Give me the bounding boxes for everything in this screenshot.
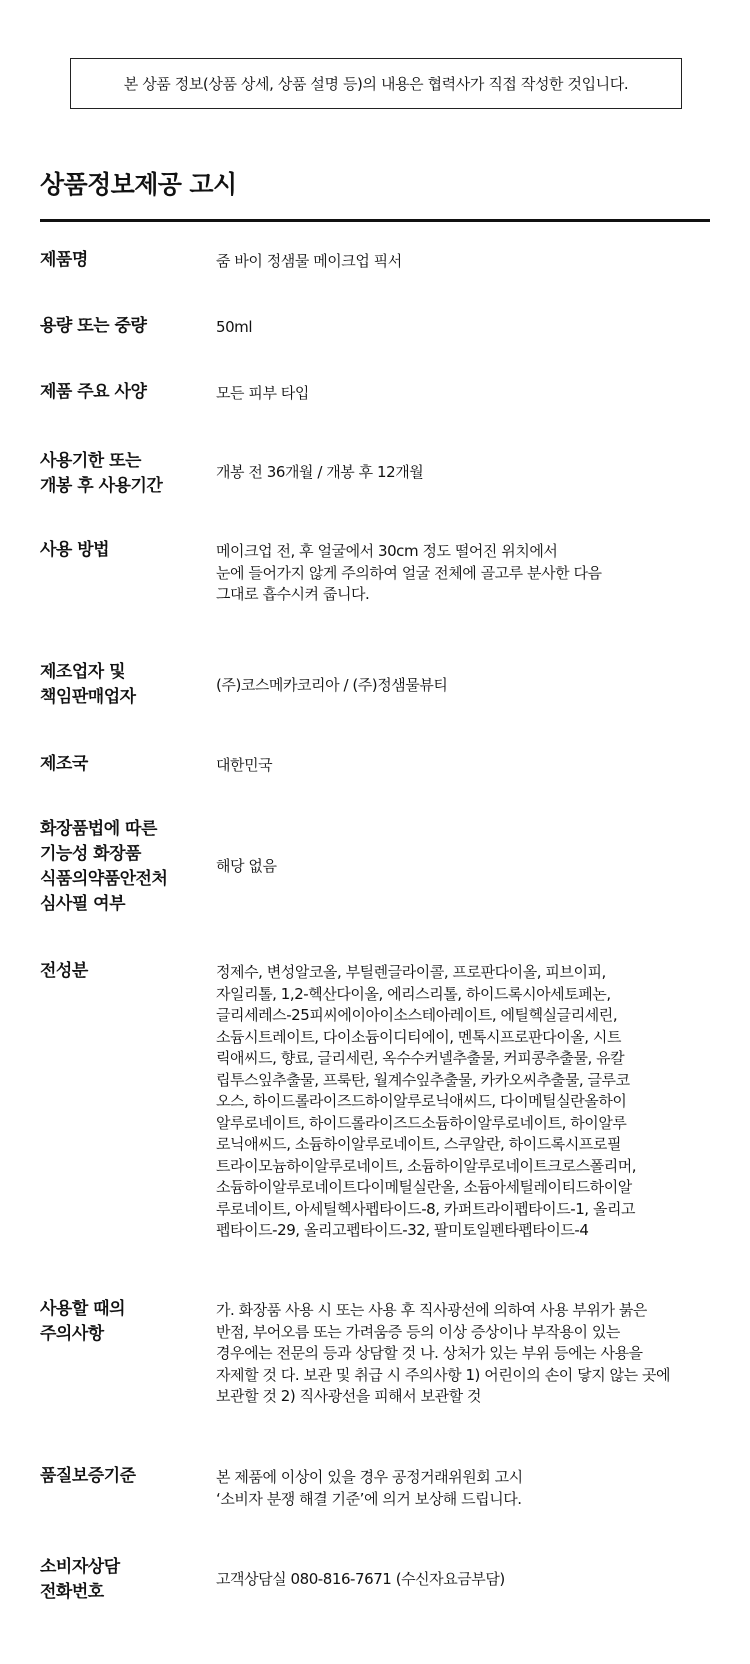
row-value: 50ml <box>216 318 253 336</box>
row-value: 대한민국 <box>216 756 273 774</box>
row-label: 제조국 <box>40 754 88 774</box>
row-label: 제품명 <box>40 250 88 270</box>
row-label: 용량 또는 중량 <box>40 316 147 336</box>
row-label: 사용기한 또는 개봉 후 사용기간 <box>40 451 163 496</box>
title-divider <box>40 219 710 222</box>
row-label: 화장품법에 따른 기능성 화장품 식품의약품안전처 심사필 여부 <box>40 819 168 914</box>
row-value: 가. 화장품 사용 시 또는 사용 후 직사광선에 의하여 사용 부위가 붉은 반점, 부어오름 또는 가려움증 등의 이상 증상이나 부작용이 있는 경우에는 전문의 등과 상담할 것 나. 상처가 있는 부위 등에는 사용을 자제할 것 다. 보관 및 취급 시 주의사항 1) 어린이의 손이 닿지 않는 곳에 보관할 것 2) 직사광선을 피해서 보관할 것 <box>216 1301 671 1405</box>
notice-box <box>70 58 682 109</box>
row-value: 본 제품에 이상이 있을 경우 공정거래위원회 고시 ‘소비자 분쟁 해결 기준’에 의거 보상해 드립니다. <box>216 1468 523 1508</box>
row-value: 해당 없음 <box>216 857 277 875</box>
row-label: 제품 주요 사양 <box>40 382 147 402</box>
row-label: 제조업자 및 책임판매업자 <box>40 662 136 707</box>
row-value: 개봉 전 36개월 / 개봉 후 12개월 <box>216 463 424 481</box>
row-value: 줌 바이 정샘물 메이크업 픽서 <box>216 252 402 270</box>
row-value: 메이크업 전, 후 얼굴에서 30cm 정도 떨어진 위치에서 눈에 들어가지 않게 주의하여 얼굴 전체에 골고루 분사한 다음 그대로 흡수시켜 줍니다. <box>216 542 602 603</box>
row-label: 소비자상담 전화번호 <box>40 1557 120 1602</box>
row-label: 전성분 <box>40 961 88 981</box>
row-value: 모든 피부 타입 <box>216 384 309 402</box>
row-label: 사용할 때의 주의사항 <box>40 1299 126 1344</box>
section-title: 상품정보제공 고시 <box>40 170 237 199</box>
notice-text: 본 상품 정보(상품 상세, 상품 설명 등)의 내용은 협력사가 직접 작성한 것입니다. <box>123 75 629 93</box>
row-value: 정제수, 변성알코올, 부틸렌글라이콜, 프로판다이올, 피브이피, 자일리톨, 1,2-헥산다이올, 에리스리톨, 하이드록시아세토페논, 글리세레스-25피씨에이아이소스테아레이트, 에틸헥실글리세린, 소듐시트레이트, 다이소듐이디티에이, 멘톡시프로판다이올, 시트 릭애씨드, 향료, 글리세린, 옥수수커넬추출물, 커피콩추출물, 유칼 립투스잎추출물, 프룩탄, 월계수잎추출물, 카카오씨추출물, 글루코 오스, 하이드롤라이즈드하이알루로닉애씨드, 다이메틸실란올하이 알루로네이트, 하이드롤라이즈드소듐하이알루로네이트, 하이알루 로닉애씨드, 소듐하이알루로네이트, 스쿠알란, 하이드록시프로필 트라이모늄하이알루로네이트, 소듐하이알루로네이트크로스폴리머, 소듐하이알루로네이트다이메틸실란올, 소듐아세틸레이티드하이알 루로네이트, 아세틸헥사펩타이드-8, 카퍼트라이펩타이드-1, 올리고 펩타이드-29, 올리고펩타이드-32, 팔미토일펜타펩타이드-4 <box>216 963 637 1239</box>
row-label: 사용 방법 <box>40 540 110 560</box>
row-value: (주)코스메카코리아 / (주)정샘물뷰티 <box>216 676 448 694</box>
row-label: 품질보증기준 <box>40 1466 136 1486</box>
row-value: 고객상담실 080-816-7671 (수신자요금부담) <box>216 1570 505 1588</box>
